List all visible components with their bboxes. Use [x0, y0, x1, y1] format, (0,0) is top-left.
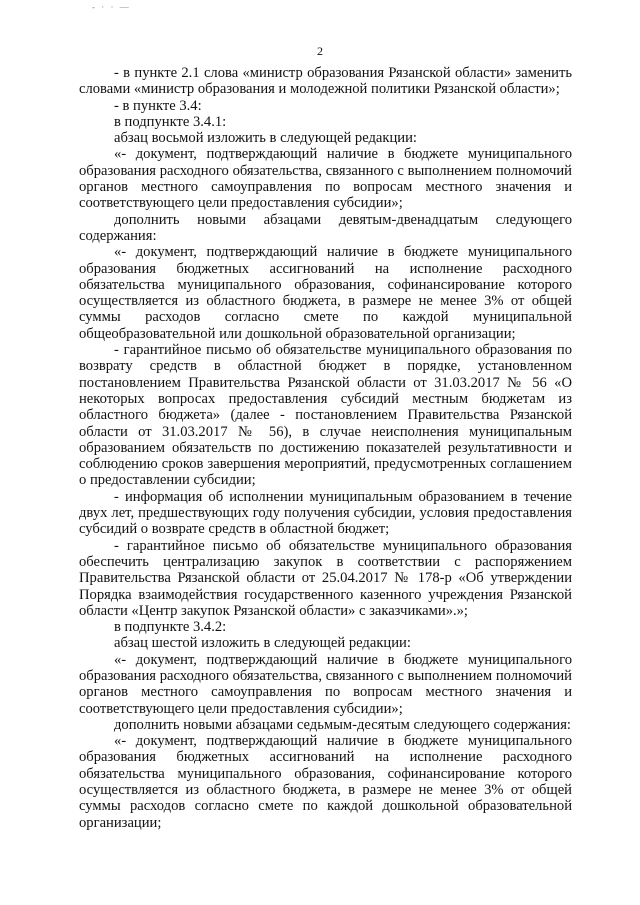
paragraph: дополнить новыми абзацами седьмым-десятым следующего содержания:: [114, 716, 571, 733]
paragraph: - гарантийное письмо об обязательстве муниципального образования обеспечить централизацию закупок в соответствии с распоряжением Правительства Рязанской области от 25.04.2017 № 178-р «Об утверждении Порядка взаимодействия государственного казенного учреждения Рязанской области «Центр закупок Рязанской области» с заказчиками».»;: [79, 537, 572, 619]
document-body: [79, 65, 572, 831]
paragraph: в подпункте 3.4.1:: [114, 113, 227, 130]
paragraph: - в пункте 3.4:: [114, 97, 202, 114]
paragraph: «- документ, подтверждающий наличие в бюджете муниципального образования расходного обязательства, связанного с выполнением полномочий органов местного самоуправления по вопросам местного значения и соответствующего цели предоставления субсидии»;: [79, 651, 572, 717]
paragraph: «- документ, подтверждающий наличие в бюджете муниципального образования бюджетных ассигнований на исполнение расходного обязательства муниципального образования, софинансирование которого осуществляется из областного бюджета, в размере не менее 3% от общей суммы расходов согласно смете по каждой муниципальной общеобразовательной или дошкольной образовательной организации;: [79, 244, 572, 342]
scan-marks: - · · —: [92, 2, 131, 12]
paragraph: «- документ, подтверждающий наличие в бюджете муниципального образования расходного обязательства, связанного с выполнением полномочий органов местного самоуправления по вопросам местного значения и соответствующего цели предоставления субсидии»;: [79, 146, 572, 212]
paragraph: - гарантийное письмо об обязательстве муниципального образования по возврату средств в областной бюджет в порядке, установленном постановлением Правительства Рязанской области от 31.03.2017 № 56 «О некоторых вопросах предоставления субсидий местным бюджетам из областного бюджета» (далее - постановлением Правительства Рязанской области от 31.03.2017 № 56), в случае неисполнения муниципальным образованием обязательств по достижению показателей результативности и соблюдению сроков завершения мероприятий, предусмотренных соглашением о предоставлении субсидии;: [79, 342, 572, 489]
paragraph: дополнить новыми абзацами девятым-двенадцатым следующего содержания:: [79, 211, 572, 244]
paragraph: абзац шестой изложить в следующей редакции:: [114, 635, 411, 652]
paragraph: - информация об исполнении муниципальным образованием в течение двух лет, предшествующих году получения субсидии, условия предоставления субсидий о возврате средств в областной бюджет;: [79, 488, 572, 538]
paragraph: в подпункте 3.4.2:: [114, 619, 227, 636]
page-number: 2: [317, 44, 323, 58]
paragraph: «- документ, подтверждающий наличие в бюджете муниципального образования бюджетных ассигнований на исполнение расходного обязательства муниципального образования, софинансирование которого осуществляется из областного бюджета, в размере не менее 3% от общей суммы расходов согласно смете по каждой дошкольной образовательной организации;: [79, 733, 572, 831]
paragraph: - в пункте 2.1 слова «министр образования Рязанской области» заменить словами «министр образования и молодежной политики Рязанской области»;: [79, 65, 572, 98]
paragraph: абзац восьмой изложить в следующей редакции:: [114, 130, 417, 147]
